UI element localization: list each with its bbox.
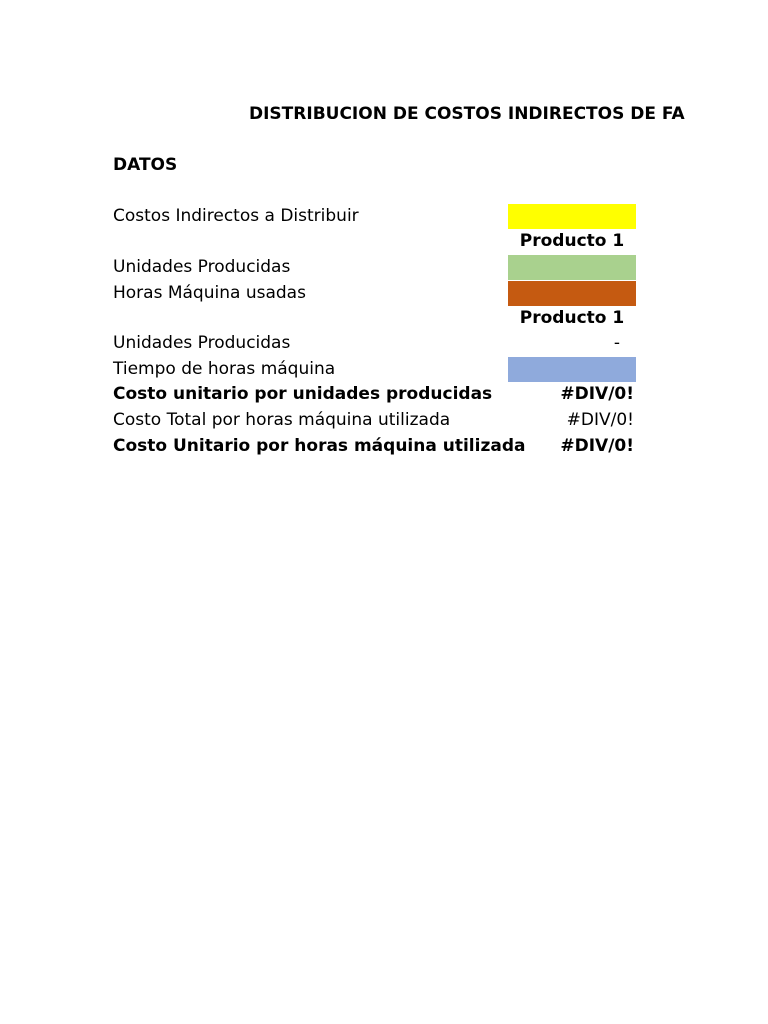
horas-maquina-input-cell[interactable] [508, 281, 636, 306]
costo-total-horas-label: Costo Total por horas máquina utilizada [113, 410, 451, 430]
product-header-2: Producto 1 [519, 308, 625, 328]
unidades-producidas-value: - [613, 333, 620, 353]
tiempo-horas-maquina-label: Tiempo de horas máquina [113, 359, 336, 379]
unidades-producidas-label-2: Unidades Producidas [113, 333, 291, 353]
tiempo-horas-input-cell[interactable] [508, 357, 636, 382]
costo-total-horas-value: #DIV/0! [566, 410, 634, 430]
sheet-title: DISTRIBUCION DE COSTOS INDIRECTOS DE FA [249, 104, 685, 124]
unidades-producidas-label-1: Unidades Producidas [113, 257, 291, 277]
costo-unitario-unidades-label: Costo unitario por unidades producidas [113, 384, 493, 404]
costo-unitario-horas-label: Costo Unitario por horas máquina utilizada [113, 436, 526, 456]
unidades-producidas-input-cell[interactable] [508, 255, 636, 280]
product-header-1: Producto 1 [519, 231, 625, 251]
costos-indirectos-input-cell[interactable] [508, 204, 636, 229]
horas-maquina-usadas-label: Horas Máquina usadas [113, 283, 306, 303]
costos-indirectos-label: Costos Indirectos a Distribuir [113, 206, 359, 226]
costo-unitario-unidades-value: #DIV/0! [560, 384, 634, 404]
section-datos-label: DATOS [113, 155, 178, 175]
costo-unitario-horas-value: #DIV/0! [560, 436, 634, 456]
